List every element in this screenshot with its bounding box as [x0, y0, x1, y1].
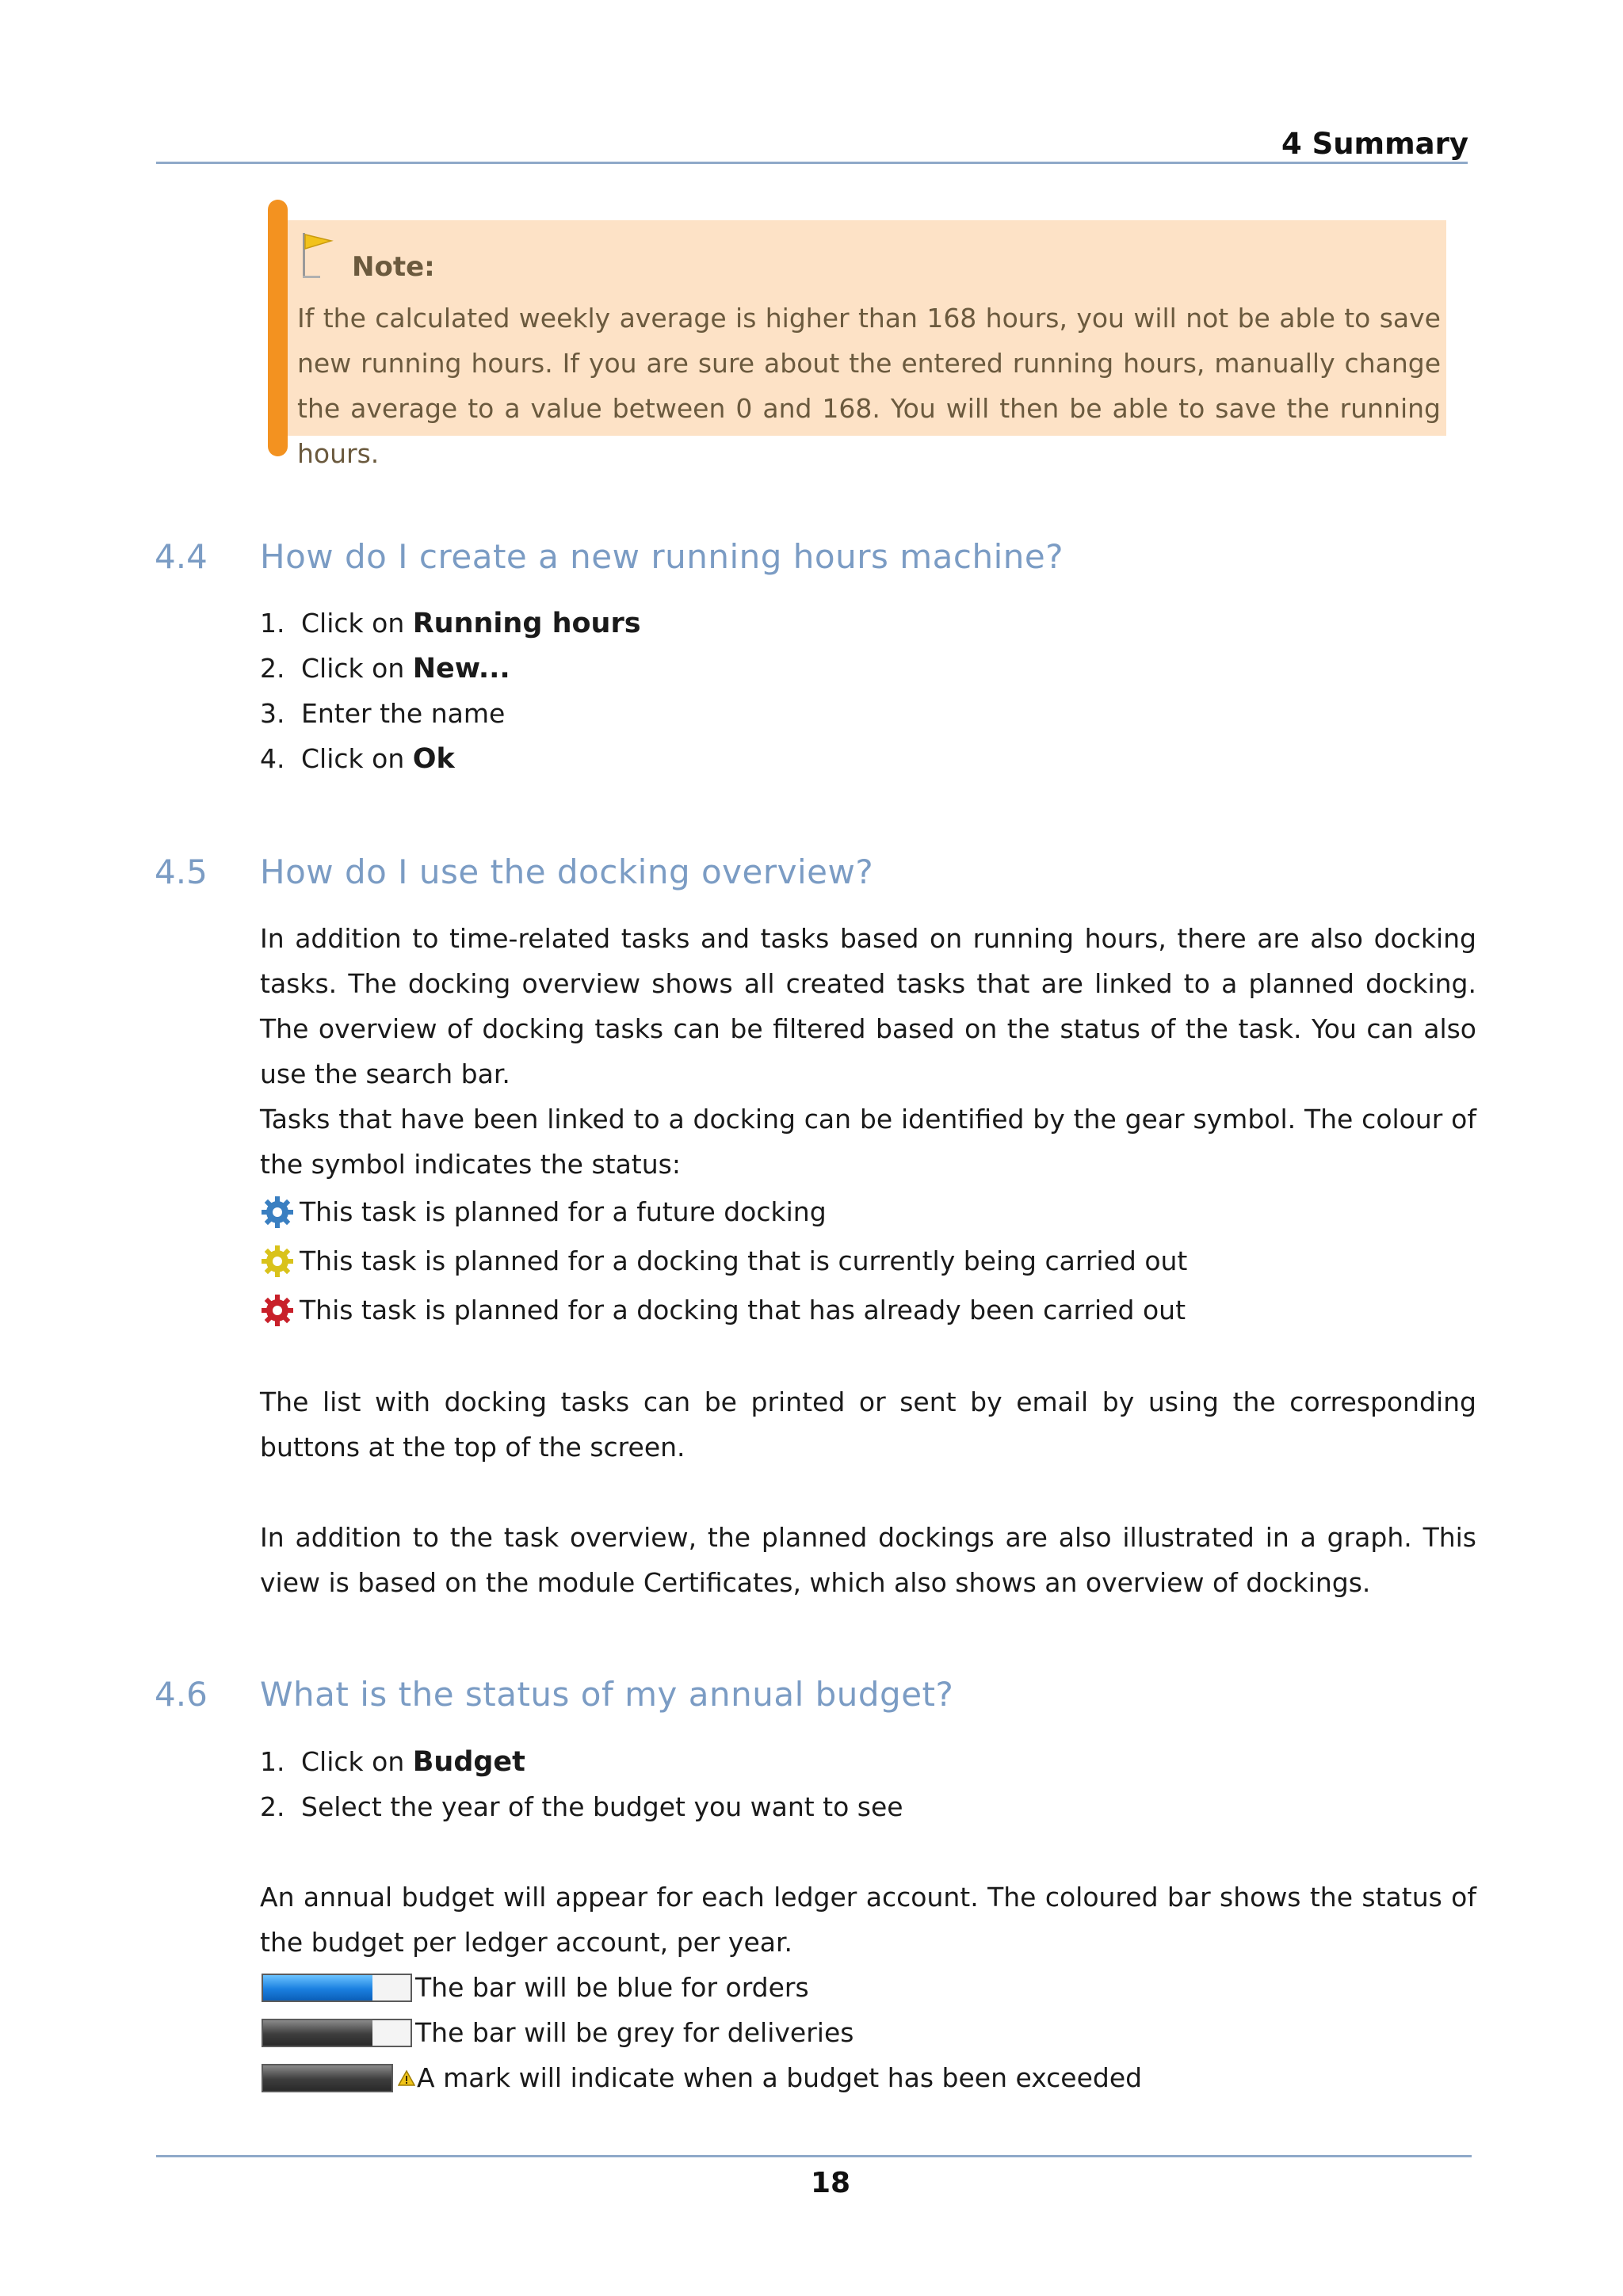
page-number: 18	[810, 2167, 851, 2199]
budget-bar-row	[262, 2010, 854, 2055]
status-row	[260, 1287, 1186, 1333]
footer-divider	[156, 2155, 1472, 2157]
status-row	[260, 1238, 1187, 1284]
status-row	[260, 1189, 827, 1235]
paragraph: An annual budget will appear for each ledger account. The coloured bar shows the status of the budget per ledger account, per year.	[260, 1882, 1476, 1958]
section-title: How do I create a new running hours machine?	[260, 537, 1064, 576]
list-item: 2. Click on New...	[260, 653, 510, 685]
status-text: This task is planned for a future docking	[300, 1196, 827, 1227]
list-item: 1. Click on Running hours	[260, 608, 641, 639]
budget-bar-blue	[262, 1974, 412, 2002]
gear-red-icon	[260, 1293, 295, 1328]
budget-bar-row	[262, 1965, 809, 2010]
gear-yellow-icon	[260, 1244, 295, 1279]
bar-description: A mark will indicate when a budget has been exceeded	[417, 2062, 1143, 2093]
note-text: If the calculated weekly average is higher than 168 hours, you will not be able to save new running hours. If you are sure about the entered running hours, manually change the average to a value between 0 and 168. You will then be able to save the running hours.	[297, 303, 1441, 469]
section-number: 4.5	[155, 852, 208, 891]
budget-bar-exceeded	[262, 2064, 393, 2092]
running-header: 4 Summary	[1281, 127, 1468, 161]
paragraph: Tasks that have been linked to a docking can be identified by the gear symbol. The colour of the symbol indicates the status:	[260, 1104, 1476, 1180]
header-divider	[156, 162, 1468, 164]
gear-blue-icon	[260, 1195, 295, 1230]
section-number: 4.6	[155, 1675, 208, 1714]
paragraph: The list with docking tasks can be printed or sent by email by using the corresponding buttons at the top of the screen.	[260, 1386, 1476, 1463]
budget-bar-row	[262, 2055, 1142, 2100]
flag-icon	[300, 230, 344, 279]
status-text: This task is planned for a docking that is currently being carried out	[300, 1245, 1188, 1276]
list-item: 2. Select the year of the budget you want to see	[260, 1791, 903, 1822]
budget-bar-grey	[262, 2019, 412, 2047]
section-title: How do I use the docking overview?	[260, 852, 874, 891]
section-number: 4.4	[155, 537, 208, 576]
bar-description: The bar will be blue for orders	[415, 1972, 809, 2003]
section-title: What is the status of my annual budget?	[260, 1675, 954, 1714]
paragraph: In addition to time-related tasks and tasks based on running hours, there are also docking tasks. The docking overview shows all created tasks that are linked to a planned docking. The overview of docking tasks can be filtered based on the status of the task. You can also use the search bar.	[260, 923, 1476, 1089]
list-item: 4. Click on Ok	[260, 743, 455, 775]
bar-description: The bar will be grey for deliveries	[415, 2017, 854, 2048]
note-accent-bar	[268, 200, 288, 456]
status-text: This task is planned for a docking that has already been carried out	[300, 1295, 1186, 1325]
list-item: 3. Enter the name	[260, 698, 506, 729]
note-title: Note:	[352, 251, 435, 283]
list-item: 1. Click on Budget	[260, 1746, 525, 1778]
warning-icon	[398, 2069, 415, 2087]
paragraph: In addition to the task overview, the planned dockings are also illustrated in a graph. This view is based on the module Certificates, which also shows an overview of dockings.	[260, 1522, 1476, 1598]
